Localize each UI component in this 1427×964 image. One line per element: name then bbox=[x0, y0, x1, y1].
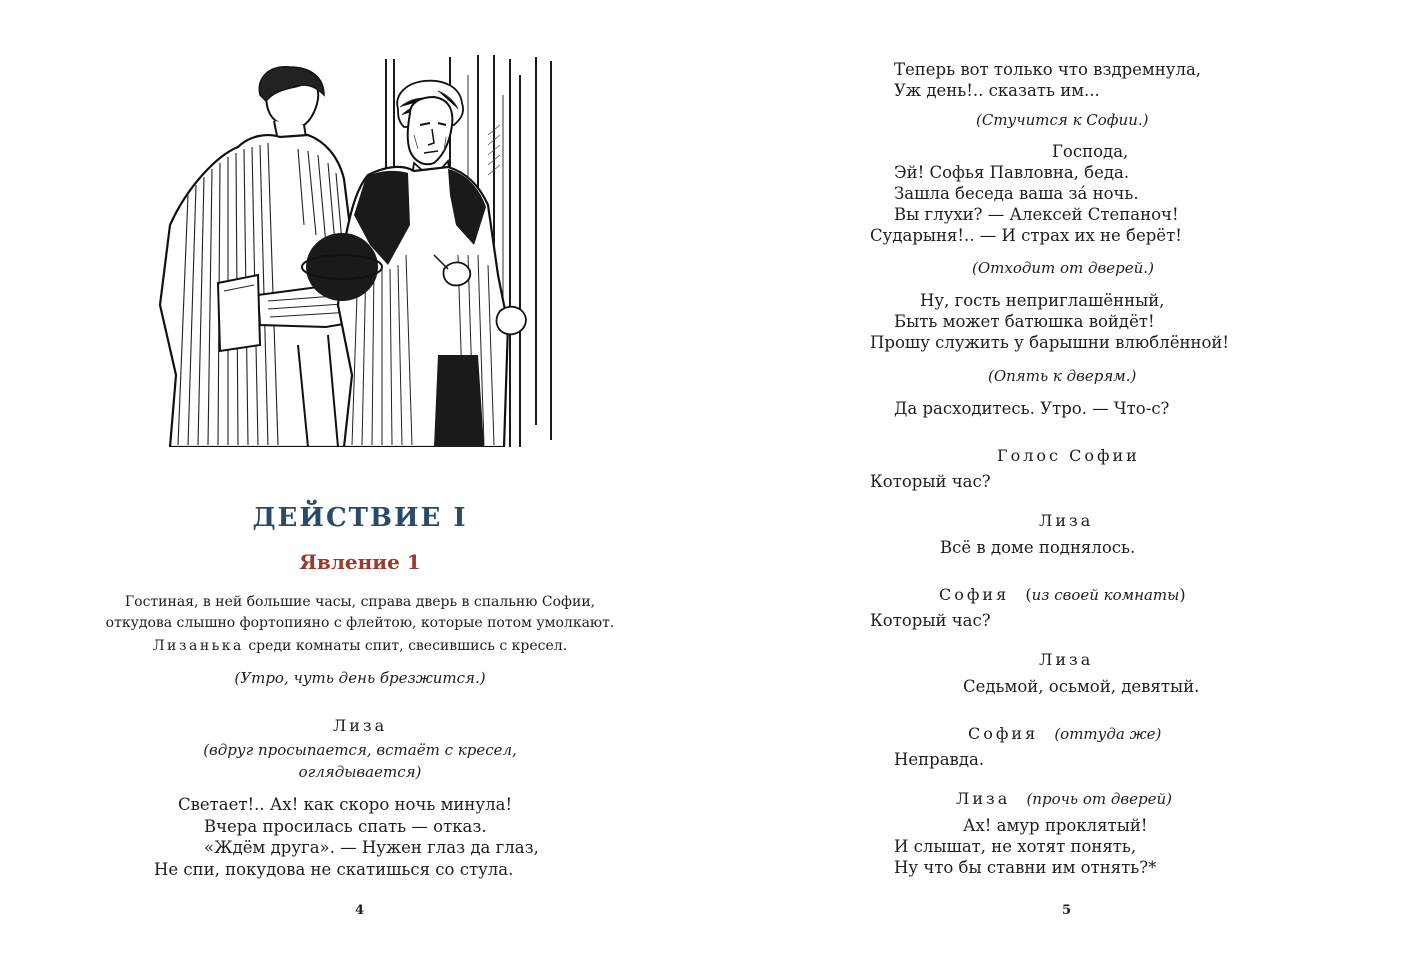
character-action: среди комнаты спит, свесившись с кресел. bbox=[243, 638, 568, 654]
page-number: 4 bbox=[355, 903, 365, 918]
speaker-name: Лиза bbox=[1039, 511, 1094, 530]
verse-line: Быть может батюшка войдёт! bbox=[894, 312, 1155, 331]
right-page bbox=[714, 0, 1427, 964]
speaker-direction: (оттуда же) bbox=[1054, 725, 1162, 743]
verse-line: Светает!.. Ах! как скоро ночь минула! bbox=[178, 795, 513, 814]
verse-line: Вчера просилась спать — отказ. bbox=[204, 816, 487, 836]
stage-direction: (Отходит от дверей.) bbox=[972, 259, 1154, 277]
page-number: 5 bbox=[1062, 903, 1072, 918]
verse-line: Господа, bbox=[1052, 142, 1129, 161]
verse-line: Всё в доме поднялось. bbox=[940, 538, 1136, 557]
stage-direction: (Утро, чуть день брезжится.) bbox=[234, 669, 486, 687]
verse-block bbox=[150, 794, 570, 880]
verse-line: Неправда. bbox=[894, 750, 985, 769]
setting-line: откудова слышно фортопияно с флейтою, которые потом умолкают. bbox=[105, 615, 615, 631]
verse-line: Уж день!.. сказать им... bbox=[894, 81, 1100, 100]
verse-line: Ну, гость неприглашённый, bbox=[920, 291, 1165, 310]
verse-line: Который час? bbox=[870, 611, 991, 630]
scene-title: Явление 1 bbox=[299, 550, 421, 574]
verse-line: «Ждём друга». — Нужен глаз да глаз, bbox=[204, 838, 539, 857]
speaker-direction-line: (вдруг просыпается, встаёт с кресел, bbox=[203, 741, 517, 759]
verse-line: Да расходитесь. Утро. — Что-с? bbox=[894, 399, 1170, 418]
verse-line: Который час? bbox=[870, 472, 991, 491]
setting-line: Гостиная, в ней большие часы, справа дверь в спальню Софии, bbox=[124, 594, 596, 610]
character-name: Лизанька bbox=[152, 638, 244, 654]
speaker-direction bbox=[100, 739, 620, 783]
speaker-name bbox=[956, 789, 1172, 808]
verse-line: Ах! амур проклятый! bbox=[963, 816, 1148, 835]
verse-line: Вы глухи? — Алексей Степаноч! bbox=[894, 205, 1179, 224]
act-title: ДЕЙСТВИЕ I bbox=[252, 503, 468, 533]
verse-line: Ну что бы ставни им отнять?* bbox=[894, 858, 1157, 877]
speaker-direction-line-2 bbox=[100, 761, 620, 783]
engraving-illustration-icon bbox=[148, 55, 560, 447]
verse-line: Зашла беседа ваша за́ ночь. bbox=[894, 184, 1139, 203]
verse-line: Эй! Софья Павловна, беда. bbox=[894, 163, 1130, 182]
speaker-name: Лиза bbox=[332, 716, 388, 735]
speaker-direction-line: оглядывается) bbox=[298, 763, 422, 781]
verse-line: Сударыня!.. — И страх их не берёт! bbox=[870, 226, 1182, 245]
speaker-name: София (из своей комнаты) bbox=[939, 585, 1186, 604]
character-note bbox=[100, 638, 620, 654]
verse-line: Прошу служить у барышни влюблённой! bbox=[870, 333, 1230, 352]
stage-setting bbox=[100, 592, 620, 634]
verse-line: И слышат, не хотят понять, bbox=[894, 837, 1137, 856]
verse-line: Не спи, покудова не скатишься со стула. bbox=[154, 859, 514, 879]
left-page bbox=[0, 0, 713, 964]
speaker-direction: из своей комнаты bbox=[1031, 586, 1180, 604]
stage-direction: (Опять к дверям.) bbox=[988, 367, 1137, 385]
speaker-label: Лиза bbox=[956, 789, 1011, 808]
speaker-direction: (прочь от дверей) bbox=[1026, 790, 1172, 808]
stage-direction: (Стучится к Софии.) bbox=[976, 111, 1149, 129]
speaker-name: Голос Софии bbox=[997, 446, 1140, 465]
speaker-name: Лиза bbox=[1039, 650, 1094, 669]
verse-line: Теперь вот только что вздремнула, bbox=[894, 60, 1202, 79]
speaker-name bbox=[968, 724, 1161, 743]
speaker-label: София bbox=[968, 724, 1039, 743]
verse-line: Седьмой, осьмой, девятый. bbox=[963, 677, 1200, 696]
speaker-label: София bbox=[939, 585, 1010, 604]
